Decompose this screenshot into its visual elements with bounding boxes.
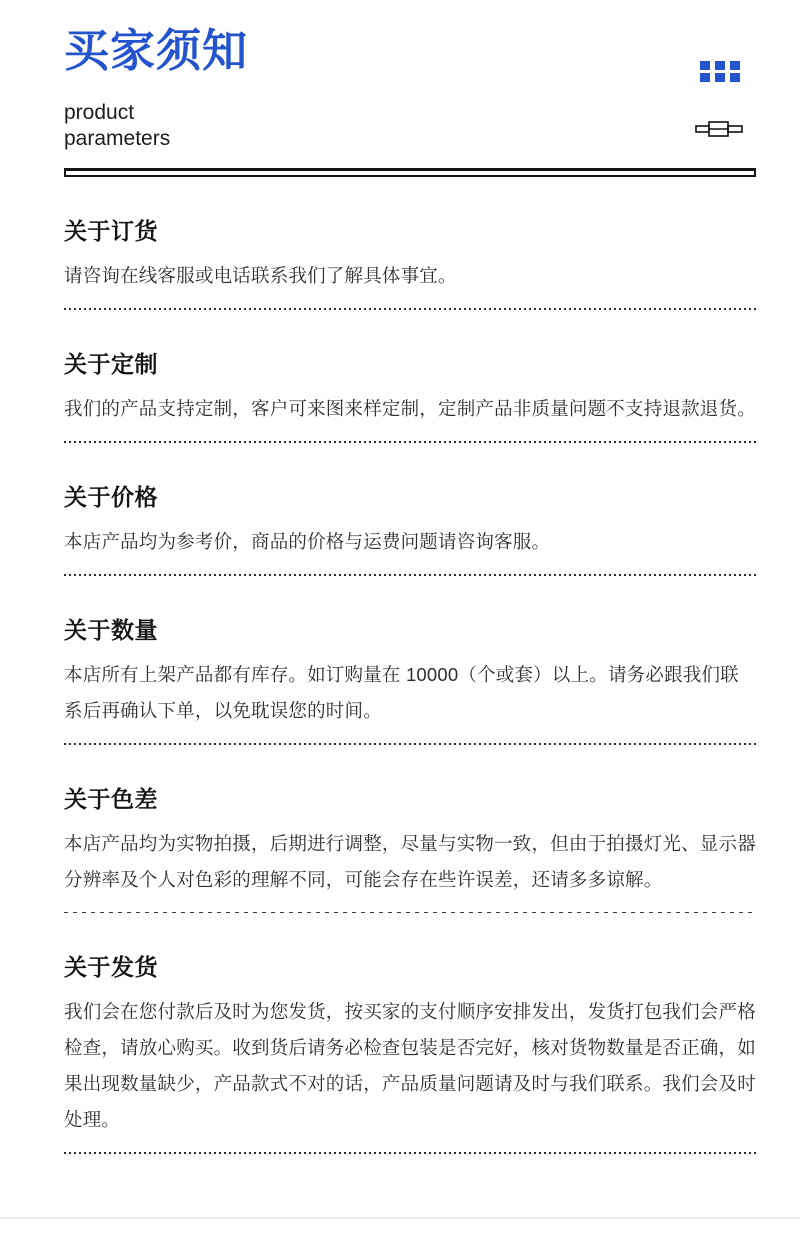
page-subtitle (64, 100, 756, 152)
section-quantity (64, 576, 756, 745)
page-title: 买家须知 (64, 25, 249, 76)
page-header (64, 0, 756, 177)
grid-dot (715, 73, 725, 82)
grid-dot (730, 73, 740, 82)
section-heading: 关于订货 (64, 218, 158, 244)
section-pricing (64, 443, 756, 576)
section-ordering (64, 177, 756, 310)
section-shipping (64, 913, 756, 1154)
section-heading: 关于数量 (64, 617, 158, 643)
section-heading: 关于定制 (64, 351, 158, 377)
header-divider-bar (64, 168, 756, 177)
subtitle-line-2: parameters (64, 127, 171, 150)
section-heading: 关于色差 (64, 786, 158, 812)
section-color-difference (64, 745, 756, 913)
section-body: 我们的产品支持定制，客户可来图来样定制，定制产品非质量问题不支持退款退货。 (64, 398, 756, 419)
section-body: 本店产品均为实物拍摄，后期进行调整，尽量与实物一致，但由于拍摄灯光、显示器分辨率及个人对色彩的理解不同，可能会存在些许误差，还请多多谅解。 (64, 833, 756, 890)
grid-dot (700, 73, 710, 82)
section-heading: 关于价格 (64, 484, 158, 510)
section-body: 本店产品均为参考价，商品的价格与运费问题请咨询客服。 (64, 531, 551, 552)
grid-dot (715, 61, 725, 70)
section-body: 本店所有上架产品都有库存。如订购量在 10000（个或套）以上。请务必跟我们联系后再确认下单，以免耽误您的时间。 (64, 664, 739, 721)
section-body: 我们会在您付款后及时为您发货，按买家的支付顺序安排发出，发货打包我们会严格检查，请放心购买。收到货后请务必检查包装是否完好，核对货物数量是否正确，如果出现数量缺少，产品款式不对的话，产品质量问题请及时与我们联系。我们会及时处理。 (64, 1001, 756, 1130)
grid-dot (730, 61, 740, 70)
grid-dots-icon (700, 61, 740, 82)
section-customization (64, 310, 756, 443)
page-bottom-separator (0, 1217, 800, 1219)
connector-rectangles-icon (695, 120, 743, 138)
subtitle-line-1: product (64, 101, 135, 124)
grid-dot (700, 61, 710, 70)
notice-sections (64, 177, 756, 1154)
section-divider (64, 1152, 756, 1154)
section-body: 请咨询在线客服或电话联系我们了解具体事宜。 (64, 265, 457, 286)
section-heading: 关于发货 (64, 954, 158, 980)
